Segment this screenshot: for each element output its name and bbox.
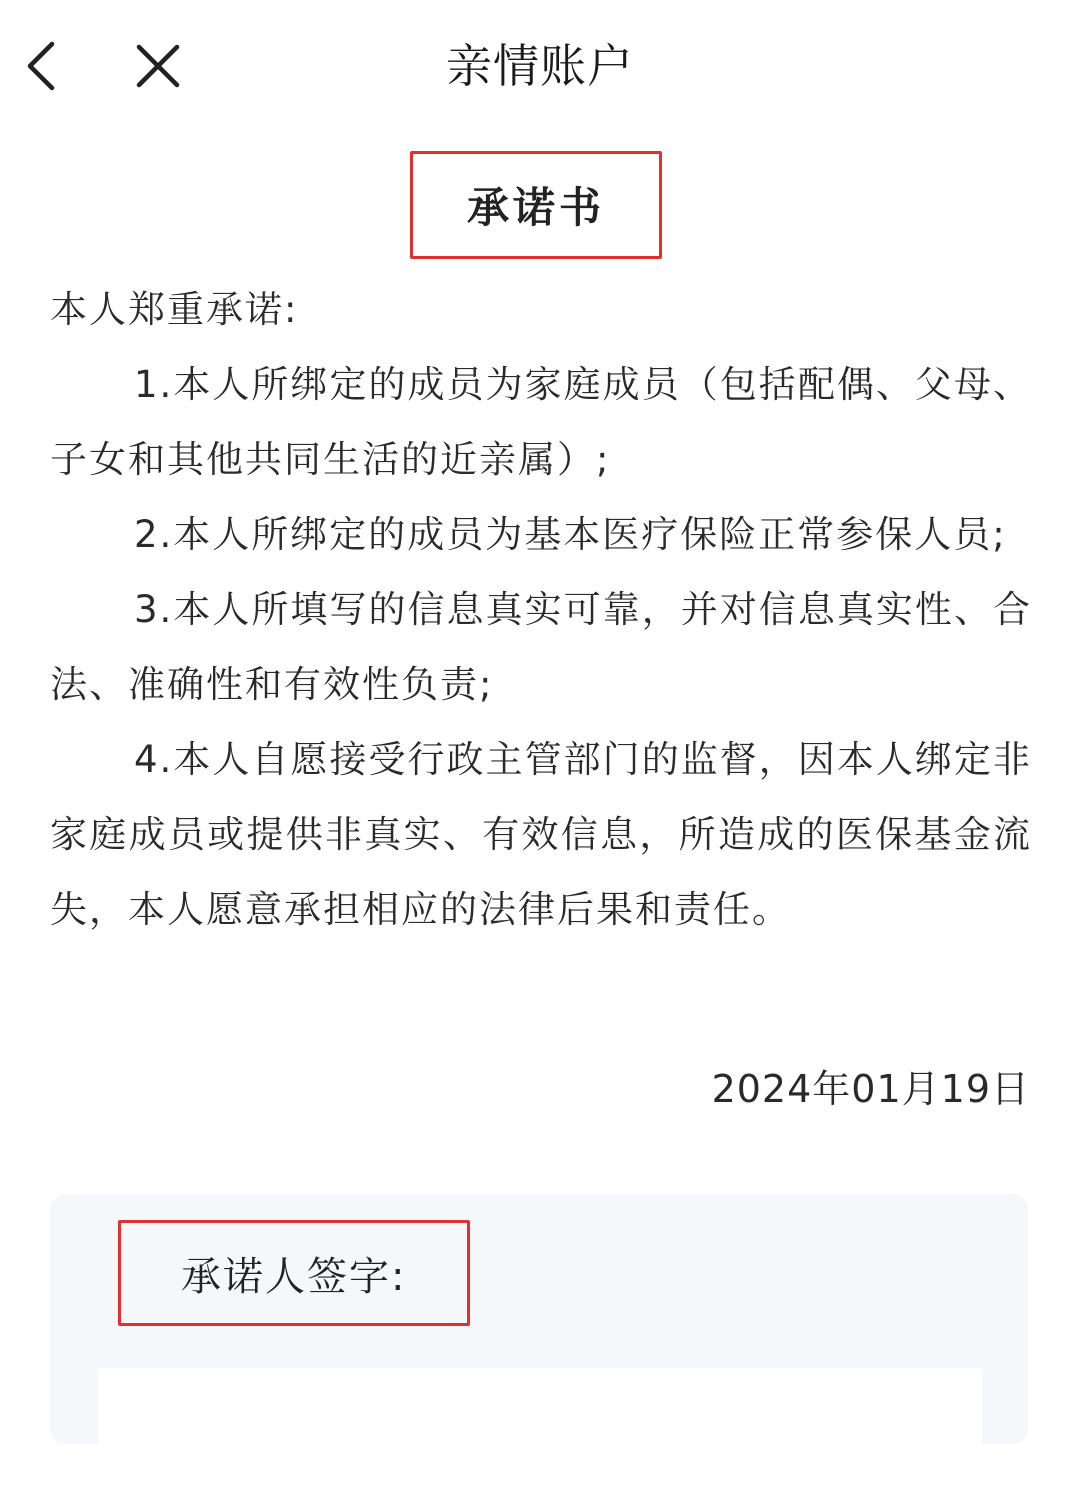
- page-title: 亲情账户: [446, 39, 634, 93]
- commitment-item-3: 3.本人所填写的信息真实可靠，并对信息真实性、合法、准确性和有效性负责;: [50, 588, 1032, 706]
- signature-panel: [50, 1194, 1028, 1444]
- signature-label-highlight: [118, 1220, 470, 1326]
- document-title-highlight: [410, 151, 662, 259]
- document-intro: 本人郑重承诺:: [50, 288, 299, 331]
- commitment-item-2: 2.本人所绑定的成员为基本医疗保险正常参保人员;: [134, 513, 1007, 556]
- document-date: 2024年01月19日: [711, 1067, 1030, 1111]
- document-title: 承诺书: [466, 183, 605, 232]
- commitment-item-4: 4.本人自愿接受行政主管部门的监督，因本人绑定非家庭成员或提供非真实、有效信息，所造成的医保基金流失，本人愿意承担相应的法律后果和责任。: [50, 738, 1032, 931]
- commitment-item-1: 1.本人所绑定的成员为家庭成员（包括配偶、父母、子女和其他共同生活的近亲属）;: [50, 363, 1032, 481]
- document-body: [50, 272, 1032, 947]
- top-nav-bar: [0, 0, 1080, 136]
- signature-label: 承诺人签字:: [181, 1253, 407, 1300]
- signature-pad[interactable]: [98, 1368, 982, 1488]
